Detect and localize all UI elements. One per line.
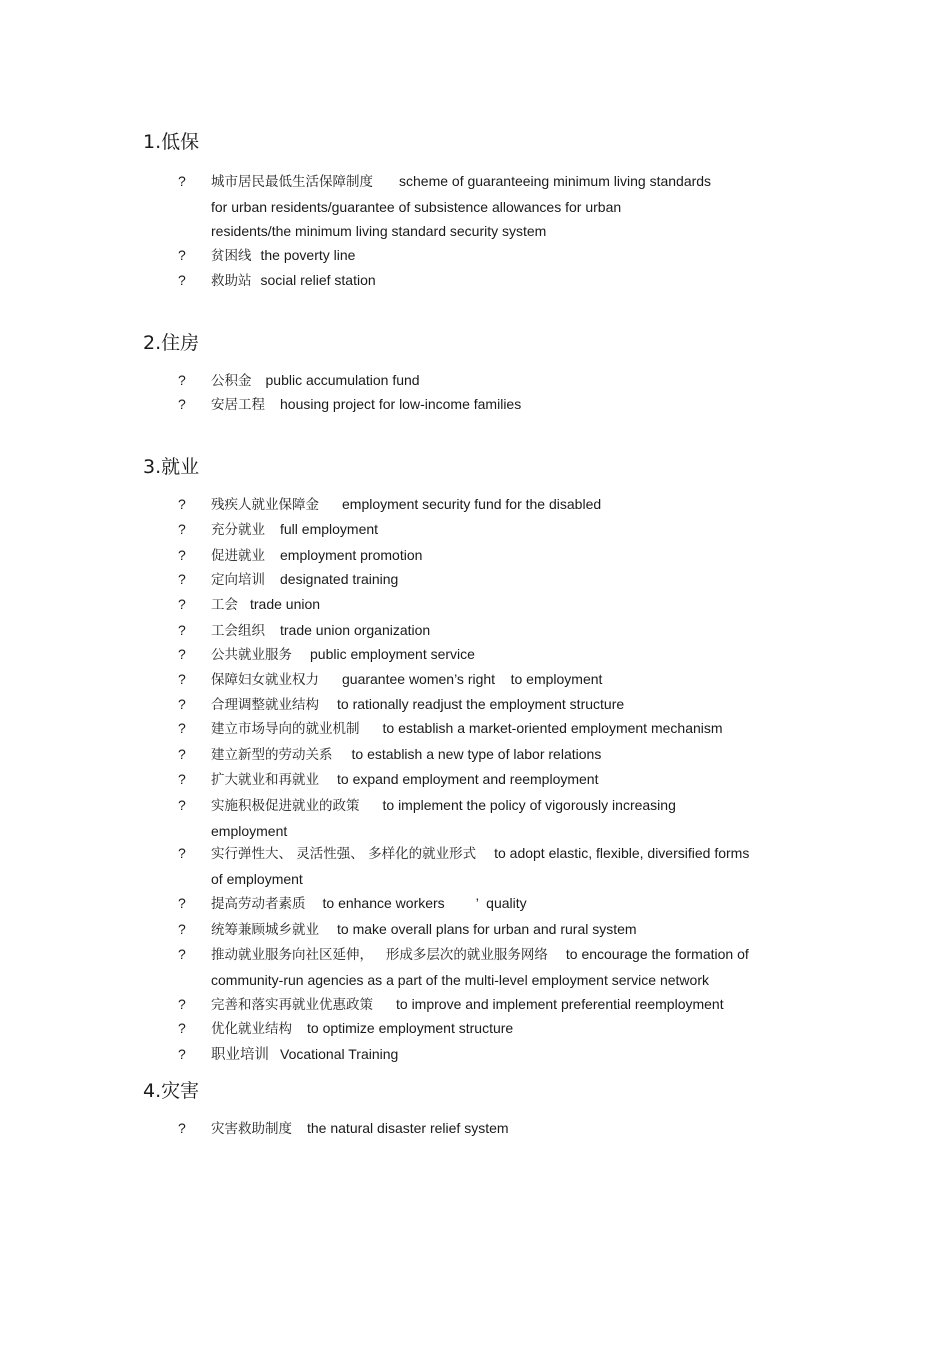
bullet-marker: ?: [178, 1120, 186, 1136]
term-chinese: 充分就业: [211, 522, 265, 538]
term-chinese: 完善和落实再就业优惠政策: [211, 997, 373, 1013]
term-chinese: 安居工程: [211, 397, 265, 413]
term-english: Vocational Training: [280, 1046, 399, 1062]
term-english: employment security fund for the disabled: [342, 496, 602, 512]
term-english: the natural disaster relief system: [307, 1120, 509, 1136]
term-english: public accumulation fund: [265, 372, 420, 388]
bullet-marker: ?: [178, 921, 186, 937]
term-chinese: 灾害救助制度: [211, 1121, 292, 1137]
term-english: social relief station: [260, 272, 376, 288]
term-english: to implement the policy of vigorously increasing: [382, 797, 676, 813]
term-chinese: 优化就业结构: [211, 1021, 292, 1037]
term-english-continued: community-run agencies as a part of the multi-level employment service network: [211, 971, 709, 988]
bullet-marker: ?: [178, 272, 186, 288]
bullet-marker: ?: [178, 622, 186, 638]
term-chinese: 实行弹性大、 灵活性强、 多样化的就业形式: [211, 846, 477, 862]
term-english: to adopt elastic, flexible, diversified forms: [494, 845, 750, 861]
term-english: employment promotion: [280, 547, 423, 563]
term-english: housing project for low-income families: [280, 396, 522, 412]
bullet-marker: ?: [178, 946, 186, 962]
term-chinese: 促进就业: [211, 548, 265, 564]
term-chinese: 保障妇女就业权力: [211, 672, 319, 688]
term-chinese: 城市居民最低生活保障制度: [211, 174, 373, 190]
term-english: to expand employment and reemployment: [337, 771, 599, 787]
bullet-marker: ?: [178, 596, 186, 612]
term-english: to optimize employment structure: [307, 1020, 514, 1036]
bullet-marker: ?: [178, 746, 186, 762]
term-chinese: 实施积极促进就业的政策: [211, 798, 360, 814]
term-chinese: 救助站: [211, 273, 252, 289]
bullet-marker: ?: [178, 646, 186, 662]
term-english: trade union: [250, 596, 321, 612]
bullet-marker: ?: [178, 996, 186, 1012]
term-english: to rationally readjust the employment structure: [337, 696, 625, 712]
term-chinese: 工会: [211, 597, 238, 613]
term-chinese: 建立市场导向的就业机制: [211, 721, 360, 737]
bullet-marker: ?: [178, 547, 186, 563]
term-chinese: 定向培训: [211, 572, 265, 588]
bullet-marker: ?: [178, 247, 186, 263]
bullet-marker: ?: [178, 671, 186, 687]
term-chinese: 工会组织: [211, 623, 265, 639]
term-english-continued: employment: [211, 822, 288, 839]
term-english: to improve and implement preferential reemployment: [396, 996, 724, 1012]
term-chinese: 合理调整就业结构: [211, 697, 319, 713]
section-heading-zhufang: 2.住房: [143, 332, 200, 354]
term-english: designated training: [280, 571, 399, 587]
bullet-marker: ?: [178, 173, 186, 189]
term-chinese: 残疾人就业保障金: [211, 497, 319, 513]
bullet-marker: ?: [178, 771, 186, 787]
term-chinese: 公共就业服务: [211, 647, 292, 663]
term-english: scheme of guaranteeing minimum living standards: [399, 173, 712, 189]
bullet-marker: ?: [178, 396, 186, 412]
term-english: full employment: [280, 521, 379, 537]
bullet-marker: ?: [178, 571, 186, 587]
term-english-continued: of employment: [211, 870, 303, 887]
term-english: the poverty line: [260, 247, 356, 263]
bullet-marker: ?: [178, 696, 186, 712]
term-chinese: 扩大就业和再就业: [211, 772, 319, 788]
term-chinese: 推动就业服务向社区延伸， 形成多层次的就业服务网络: [211, 947, 548, 963]
term-english-continued: residents/the minimum living standard security system: [211, 223, 547, 239]
term-chinese: 提高劳动者素质: [211, 896, 306, 912]
bullet-marker: ?: [178, 521, 186, 537]
section-heading-dibao: 1.低保: [143, 131, 200, 153]
term-english-continued: for urban residents/guarantee of subsistence allowances for urban: [211, 198, 622, 215]
term-english: to encourage the formation of: [565, 946, 749, 962]
bullet-marker: ?: [178, 845, 186, 861]
bullet-marker: ?: [178, 720, 186, 736]
term-english: to establish a market-oriented employment mechanism: [382, 720, 723, 736]
term-english: to make overall plans for urban and rural system: [337, 921, 637, 937]
term-chinese: 职业培训: [211, 1047, 269, 1063]
section-heading-jiuye: 3.就业: [143, 456, 200, 478]
term-english: guarantee women’s right to employment: [342, 671, 603, 687]
term-chinese: 贫困线: [211, 248, 252, 264]
bullet-marker: ?: [178, 1046, 186, 1062]
term-chinese: 建立新型的劳动关系: [211, 747, 333, 763]
term-chinese: 统筹兼顾城乡就业: [211, 922, 319, 938]
bullet-marker: ?: [178, 1020, 186, 1036]
term-english: trade union organization: [280, 622, 431, 638]
bullet-marker: ?: [178, 372, 186, 388]
bullet-marker: ?: [178, 895, 186, 911]
section-heading-zaihai: 4.灾害: [143, 1080, 200, 1102]
term-chinese: 公积金: [211, 373, 252, 389]
bullet-marker: ?: [178, 797, 186, 813]
term-english: public employment service: [310, 646, 475, 662]
term-english: to enhance workers ’ quality: [322, 895, 527, 911]
bullet-marker: ?: [178, 496, 186, 512]
term-english: to establish a new type of labor relations: [351, 746, 602, 762]
